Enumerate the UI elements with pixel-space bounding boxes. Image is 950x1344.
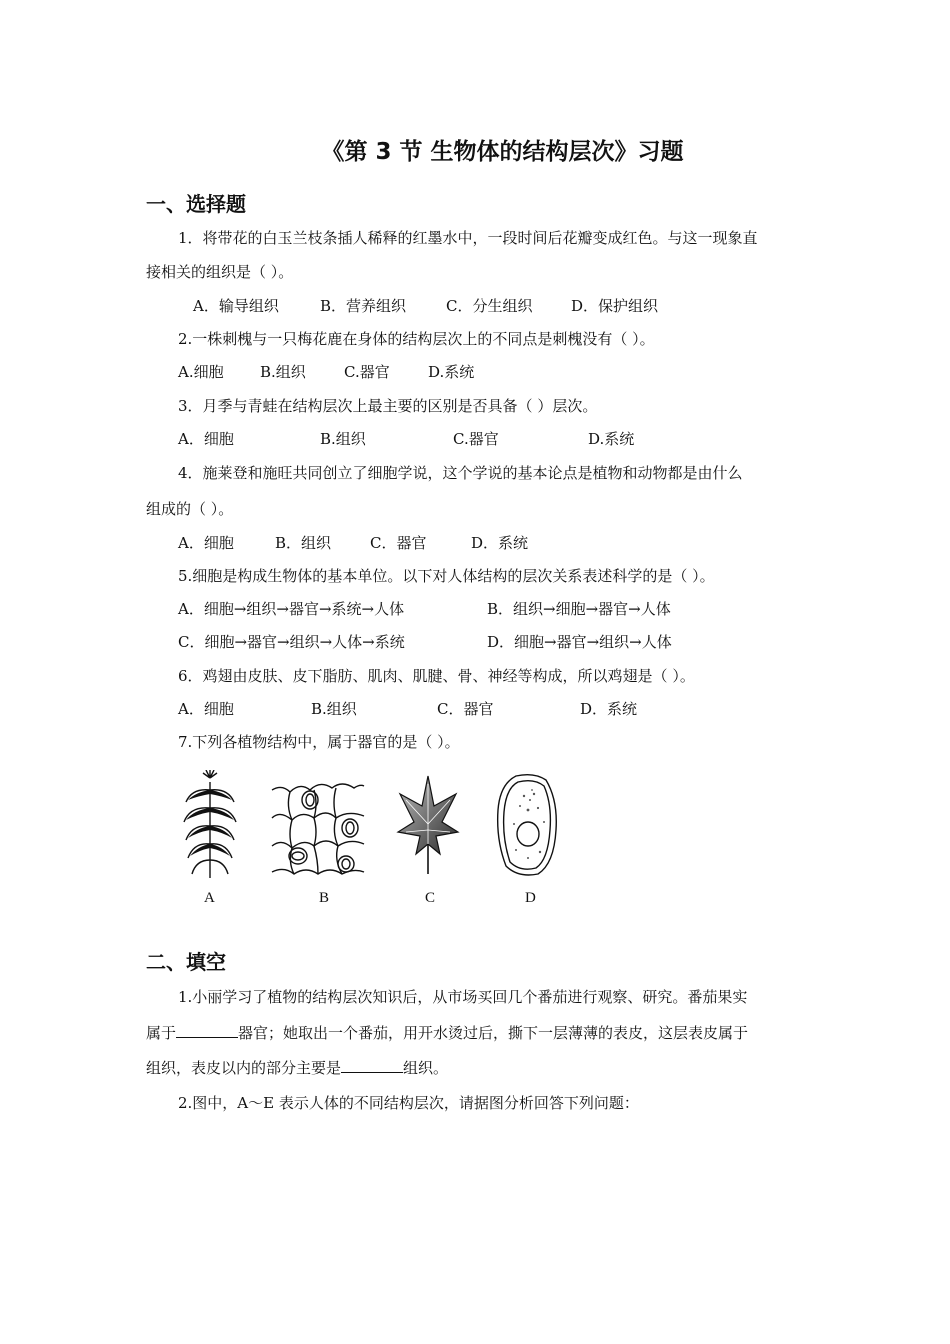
question-4-option-d: D．系统 <box>471 534 529 552</box>
figure-label-a: A <box>204 890 215 906</box>
fill-2-text: 2.图中，A～E 表示人体的不同结构层次，请据图分析回答下列问题： <box>178 1094 639 1112</box>
question-3-option-b: B.组织 <box>320 430 366 448</box>
question-1-text-cont: 接相关的组织是（ ）。 <box>146 263 294 281</box>
question-4-option-b: B．组织 <box>275 534 332 552</box>
fill-1-text: 1.小丽学习了植物的结构层次知识后，从市场买回几个番茄进行观察、研究。番茄果实 <box>178 988 748 1006</box>
leaf-epidermis-tissue-illustration <box>270 770 366 880</box>
question-6-option-a: A．细胞 <box>178 700 234 718</box>
figure-label-c: C <box>425 890 436 906</box>
question-3-option-a: A．细胞 <box>178 430 234 448</box>
question-4-text: 4．施莱登和施旺共同创立了细胞学说，这个学说的基本论点是植物和动物都是由什么 <box>178 464 743 482</box>
page-title: 《第 3 节 生物体的结构层次》习题 <box>321 139 684 165</box>
question-4-option-c: C．器官 <box>370 534 427 552</box>
question-5-option-b: B．组织→细胞→器官→人体 <box>487 600 671 618</box>
question-1-option-d: D．保护组织 <box>571 297 659 315</box>
corn-plant-illustration <box>180 770 240 880</box>
question-5-option-a: A．细胞→组织→器官→系统→人体 <box>178 600 405 618</box>
question-6-text: 6．鸡翅由皮肤、皮下脂肪、肌肉、肌腱、骨、神经等构成，所以鸡翅是（ ）。 <box>178 667 695 685</box>
question-5-text: 5.细胞是构成生物体的基本单位。以下对人体结构的层次关系表述科学的是（ ）。 <box>178 567 715 585</box>
question-7-text: 7.下列各植物结构中，属于器官的是（ ）。 <box>178 733 460 751</box>
question-3-option-d: D.系统 <box>588 430 635 448</box>
question-3-text: 3．月季与青蛙在结构层次上最主要的区别是否具备（ ）层次。 <box>178 397 598 415</box>
fill-1-part3: 组织，表皮以内的部分主要是 <box>146 1059 342 1077</box>
question-5-option-d: D．细胞→器官→组织→人体 <box>487 633 672 651</box>
question-2-option-c: C.器官 <box>344 363 390 381</box>
question-4-option-a: A．细胞 <box>178 534 234 552</box>
fill-1-text-cont <box>146 1022 748 1043</box>
question-5-option-c: C．细胞→器官→组织→人体→系统 <box>178 633 405 651</box>
figure-label-d: D <box>525 890 536 906</box>
question-1-option-c: C．分生组织 <box>446 297 533 315</box>
fill-1-blank-2[interactable] <box>341 1057 403 1073</box>
question-6-option-c: C．器官 <box>437 700 494 718</box>
question-1-text: 1．将带花的白玉兰枝条插人稀释的红墨水中，一段时间后花瓣变成红色。与这一现象直 <box>178 229 758 247</box>
question-2-text: 2.一株刺槐与一只梅花鹿在身体的结构层次上的不同点是刺槐没有（ ）。 <box>178 330 655 348</box>
fill-1-suffix: 组织。 <box>403 1059 449 1077</box>
question-4-text-cont: 组成的（ ）。 <box>146 500 234 518</box>
fill-1-middle: 器官；她取出一个番茄，用开水烫过后，撕下一层薄薄的表皮，这层表皮属于 <box>238 1024 749 1042</box>
fill-1-blank-1[interactable] <box>176 1022 238 1038</box>
question-2-option-b: B.组织 <box>260 363 306 381</box>
section-heading-choice: 一、选择题 <box>146 192 246 216</box>
question-3-option-c: C.器官 <box>453 430 499 448</box>
question-1-option-b: B．营养组织 <box>320 297 407 315</box>
question-1-option-a: A．输导组织 <box>193 297 279 315</box>
question-2-option-d: D.系统 <box>428 363 475 381</box>
fill-1-text-cont2 <box>146 1057 448 1078</box>
fill-1-prefix: 属于 <box>146 1024 177 1042</box>
plant-cell-illustration <box>494 770 560 880</box>
question-6-option-b: B.组织 <box>311 700 357 718</box>
question-6-option-d: D．系统 <box>580 700 638 718</box>
maple-leaf-illustration <box>396 770 460 880</box>
figure-label-b: B <box>319 890 330 906</box>
question-2-option-a: A.细胞 <box>178 363 224 381</box>
section-heading-fill-blank: 二、填空 <box>146 950 226 974</box>
